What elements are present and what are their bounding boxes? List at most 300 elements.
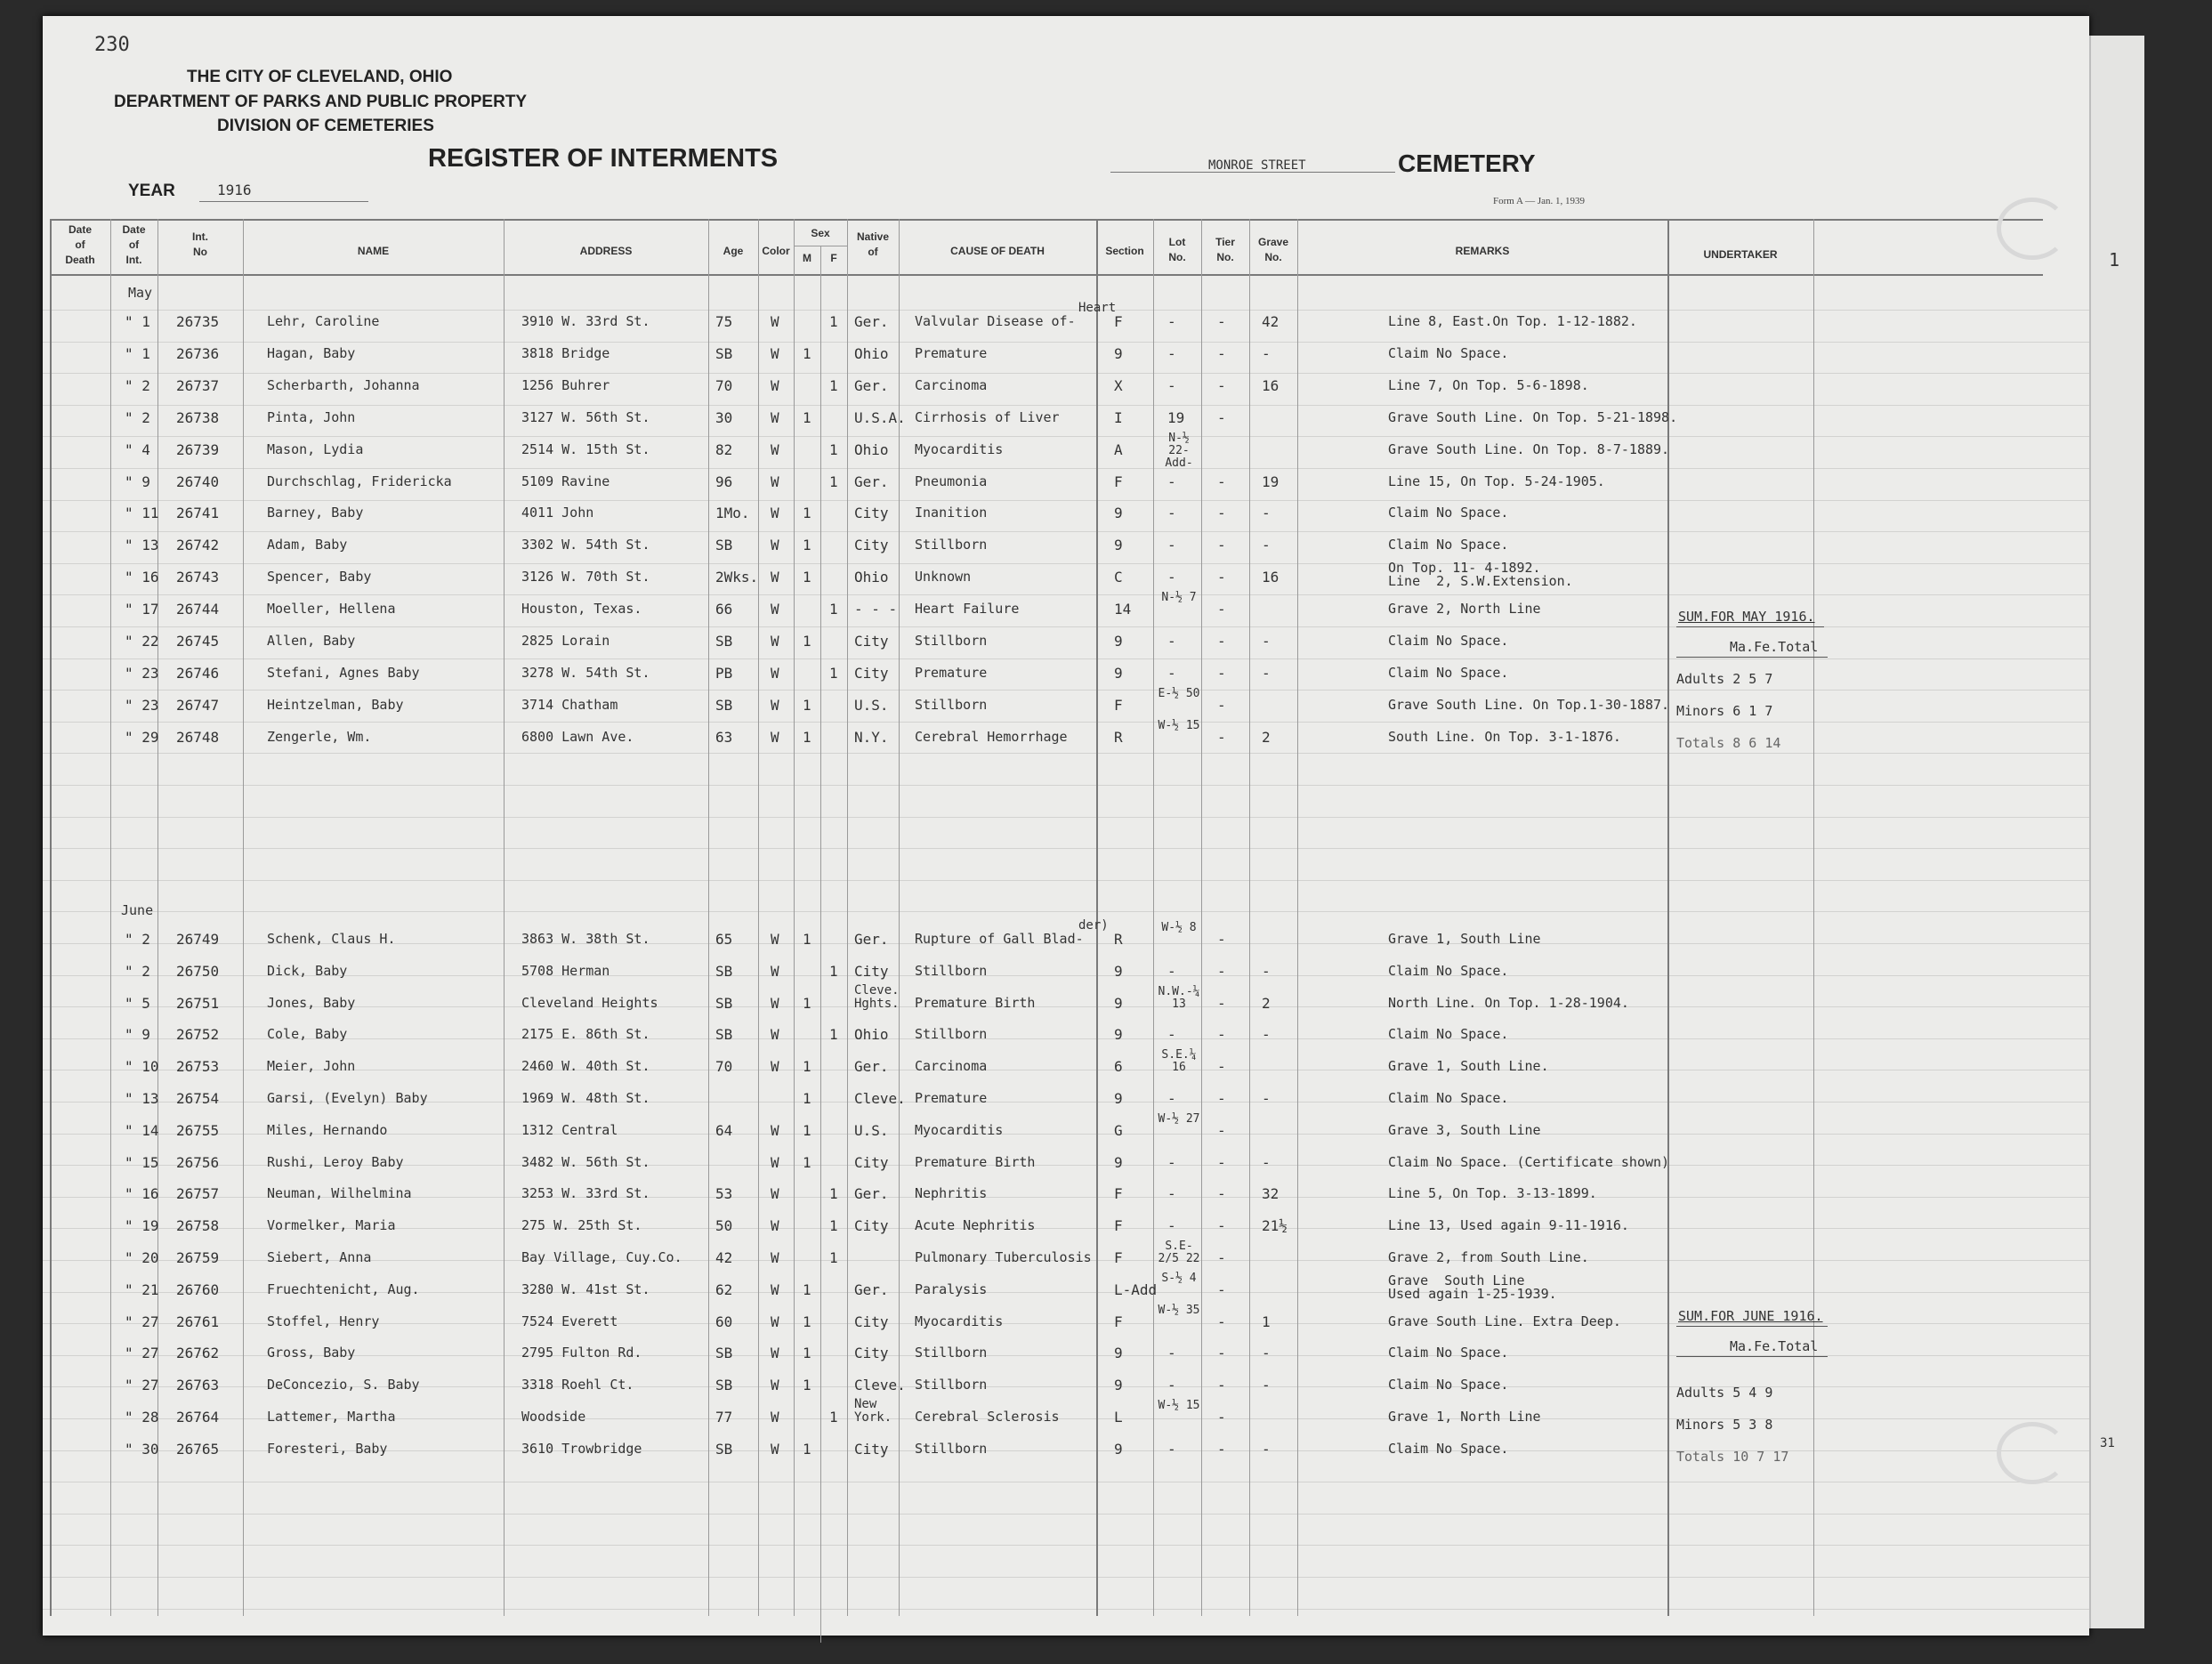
deceased-name: Barney, Baby <box>267 505 364 521</box>
age: 1Mo. <box>715 505 750 521</box>
lot-number: W-½ 35 <box>1158 1304 1200 1317</box>
cause-of-death: Myocarditis <box>915 441 1004 457</box>
deceased-name: Garsi, (Evelyn) Baby <box>267 1090 428 1106</box>
int-date: " 28 <box>125 1409 159 1426</box>
cemetery-label: CEMETERY <box>1398 149 1536 177</box>
color: W <box>771 537 779 553</box>
tier-number: - <box>1217 1217 1226 1234</box>
native-of: City <box>854 537 889 553</box>
ruled-line <box>43 880 2089 881</box>
age: 2Wks. <box>715 569 759 586</box>
sex-male: 1 <box>803 1058 811 1075</box>
int-number: 26751 <box>176 995 220 1012</box>
int-date: " 2 <box>125 377 150 394</box>
int-number: 26763 <box>176 1377 220 1393</box>
tier-number: - <box>1217 1441 1226 1458</box>
address: 3482 W. 56th St. <box>521 1154 650 1170</box>
int-number: 26739 <box>176 441 220 458</box>
address: 3318 Roehl Ct. <box>521 1377 634 1393</box>
tier-number: - <box>1217 633 1226 650</box>
grave-number: - <box>1262 1090 1271 1107</box>
cause-of-death: Pulmonary Tuberculosis <box>915 1249 1092 1265</box>
remarks: On Top. 11- 4-1892. Line 2, S.W.Extension. <box>1388 560 1573 589</box>
ruled-line <box>43 342 2089 343</box>
tier-number: - <box>1217 1026 1226 1043</box>
sex-male: 1 <box>803 1441 811 1458</box>
sex-male: 1 <box>803 1090 811 1107</box>
table-row <box>43 1185 2089 1208</box>
deceased-name: Pinta, John <box>267 409 356 425</box>
col-header-native-of: Native of <box>856 230 890 258</box>
section: 9 <box>1114 633 1123 650</box>
grave-number: 42 <box>1262 313 1280 330</box>
ruled-line <box>43 1609 2089 1610</box>
tier-number: - <box>1217 505 1226 521</box>
remarks: Grave 2, North Line <box>1388 601 1541 617</box>
sex-female: 1 <box>829 473 838 490</box>
summary-june-rule <box>1676 1356 1828 1357</box>
register-page <box>43 16 2089 1636</box>
table-top-border <box>50 219 2043 221</box>
address: Woodside <box>521 1409 586 1425</box>
age: 53 <box>715 1185 733 1202</box>
deceased-name: Stefani, Agnes Baby <box>267 665 420 681</box>
remarks: Claim No Space. <box>1388 1026 1509 1042</box>
remarks: Line 15, On Top. 5-24-1905. <box>1388 473 1605 489</box>
grave-number: 16 <box>1262 377 1280 394</box>
cause-of-death: Carcinoma <box>915 1058 988 1074</box>
summary-june-minors: Minors 5 3 8 <box>1676 1417 1773 1433</box>
form-note: Form A — Jan. 1, 1939 <box>1493 196 1585 206</box>
ruled-line <box>43 405 2089 406</box>
native-of: Ger. <box>854 377 889 394</box>
grave-number: - <box>1262 1345 1271 1361</box>
ruled-line <box>43 563 2089 564</box>
color: W <box>771 601 779 618</box>
city-heading: THE CITY OF CLEVELAND, OHIO <box>187 68 453 86</box>
table-row <box>43 918 2089 954</box>
deceased-name: Jones, Baby <box>267 995 356 1011</box>
sex-female: 1 <box>829 1409 838 1426</box>
grave-number: - <box>1262 665 1271 682</box>
ruled-line <box>43 1545 2089 1546</box>
int-date: " 30 <box>125 1441 159 1458</box>
color: W <box>771 1154 779 1171</box>
lot-number: - <box>1167 505 1176 521</box>
lot-number: W-½ 15 <box>1158 719 1200 732</box>
color: W <box>771 697 779 714</box>
tier-number: - <box>1217 1122 1226 1139</box>
deceased-name: Neuman, Wilhelmina <box>267 1185 412 1201</box>
tier-number: - <box>1217 345 1226 362</box>
int-date: " 27 <box>125 1313 159 1330</box>
int-number: 26761 <box>176 1313 220 1330</box>
ruled-line <box>43 594 2089 595</box>
int-date: " 5 <box>125 995 150 1012</box>
deceased-name: Hagan, Baby <box>267 345 356 361</box>
int-date: " 16 <box>125 569 159 586</box>
remarks: Claim No Space. (Certificate shown) <box>1388 1154 1670 1170</box>
sex-male: 1 <box>803 1345 811 1361</box>
grave-number: 1 <box>1262 1313 1271 1330</box>
native-of: Ohio <box>854 1026 889 1043</box>
int-number: 26755 <box>176 1122 220 1139</box>
summary-june-head: Ma.Fe.Total <box>1730 1338 1819 1354</box>
age: 62 <box>715 1281 733 1298</box>
address: 1969 W. 48th St. <box>521 1090 650 1106</box>
sex-male: 1 <box>803 1281 811 1298</box>
address: 3278 W. 54th St. <box>521 665 650 681</box>
remarks: Grave South Line. On Top.1-30-1887. <box>1388 697 1670 713</box>
deceased-name: Scherbarth, Johanna <box>267 377 420 393</box>
remarks: Claim No Space. <box>1388 1345 1509 1361</box>
sex-male: 1 <box>803 633 811 650</box>
margin-mark-top: 1 <box>2109 249 2120 271</box>
int-number: 26741 <box>176 505 220 521</box>
sex-female: 1 <box>829 665 838 682</box>
section: L-Add <box>1114 1281 1158 1298</box>
col-header-cause: CAUSE OF DEATH <box>950 245 1045 257</box>
ruled-line <box>43 911 2089 912</box>
lot-number: - <box>1167 569 1176 586</box>
cause-of-death: Stillborn <box>915 1345 988 1361</box>
native-of: Ger. <box>854 931 889 948</box>
section: F <box>1114 473 1123 490</box>
int-number: 26756 <box>176 1154 220 1171</box>
table-row <box>43 537 2089 560</box>
int-number: 26746 <box>176 665 220 682</box>
int-number: 26748 <box>176 729 220 746</box>
remarks: Claim No Space. <box>1388 537 1509 553</box>
section: 9 <box>1114 1377 1123 1393</box>
lot-number: - <box>1167 665 1176 682</box>
lot-number: - <box>1167 1026 1176 1043</box>
sex-female: 1 <box>829 601 838 618</box>
address: Cleveland Heights <box>521 995 658 1011</box>
native-of: City <box>854 1313 889 1330</box>
section: 6 <box>1114 1058 1123 1075</box>
section: 9 <box>1114 963 1123 980</box>
int-number: 26744 <box>176 601 220 618</box>
deceased-name: Dick, Baby <box>267 963 348 979</box>
native-of: City <box>854 665 889 682</box>
division-heading: DIVISION OF CEMETERIES <box>217 117 434 135</box>
deceased-name: Allen, Baby <box>267 633 356 649</box>
remarks: Grave South Line. On Top. 5-21-1898. <box>1388 409 1678 425</box>
ruled-line <box>43 310 2089 311</box>
native-of: City <box>854 1345 889 1361</box>
ruled-line <box>43 1514 2089 1515</box>
section: A <box>1114 441 1123 458</box>
deceased-name: Miles, Hernando <box>267 1122 388 1138</box>
age: SB <box>715 1345 733 1361</box>
color: W <box>771 1058 779 1075</box>
deceased-name: Adam, Baby <box>267 537 348 553</box>
tier-number: - <box>1217 409 1226 426</box>
address: 3280 W. 41st St. <box>521 1281 650 1297</box>
table-row <box>43 560 2089 592</box>
address: 2795 Fulton Rd. <box>521 1345 642 1361</box>
section: 9 <box>1114 665 1123 682</box>
address: 275 W. 25th St. <box>521 1217 642 1233</box>
address: 1256 Buhrer <box>521 377 610 393</box>
address: 1312 Central <box>521 1122 618 1138</box>
lot-number: - <box>1167 1217 1176 1234</box>
tier-number: - <box>1217 1058 1226 1075</box>
lot-number: - <box>1167 1345 1176 1361</box>
deceased-name: Durchschlag, Fridericka <box>267 473 452 489</box>
lot-number: N.W.-¼ 13 <box>1158 985 1200 1011</box>
native-of: U.S. <box>854 1122 889 1139</box>
table-row <box>43 1397 2089 1432</box>
remarks: Grave 3, South Line <box>1388 1122 1541 1138</box>
department-heading: DEPARTMENT OF PARKS AND PUBLIC PROPERTY <box>114 93 528 111</box>
tier-number: - <box>1217 1281 1226 1298</box>
int-date: " 11 <box>125 505 159 521</box>
native-of: City <box>854 1217 889 1234</box>
lot-number: - <box>1167 1441 1176 1458</box>
age: 60 <box>715 1313 733 1330</box>
col-header-undertaker: UNDERTAKER <box>1703 248 1778 261</box>
grave-number: - <box>1262 633 1271 650</box>
native-of: Ohio <box>854 569 889 586</box>
grave-number: 2 <box>1262 995 1271 1012</box>
binder-clip-top <box>1997 198 2068 260</box>
tier-number: - <box>1217 697 1226 714</box>
native-of: Cleve. Hghts. <box>854 983 900 1011</box>
age: SB <box>715 345 733 362</box>
section: 9 <box>1114 537 1123 553</box>
address: 3714 Chatham <box>521 697 618 713</box>
int-date: " 16 <box>125 1185 159 1202</box>
tier-number: - <box>1217 1345 1226 1361</box>
sex-female: 1 <box>829 1249 838 1266</box>
int-date: " 17 <box>125 601 159 618</box>
int-date: " 13 <box>125 537 159 553</box>
margin-mark-bottom: 31 <box>2100 1436 2115 1450</box>
address: 2825 Lorain <box>521 633 610 649</box>
lot-number: - <box>1167 1185 1176 1202</box>
color: W <box>771 1409 779 1426</box>
age: SB <box>715 537 733 553</box>
age: SB <box>715 697 733 714</box>
tier-number: - <box>1217 313 1226 330</box>
address: 3863 W. 38th St. <box>521 931 650 947</box>
sex-male: 1 <box>803 995 811 1012</box>
summary-may-adults: Adults 2 5 7 <box>1676 671 1773 687</box>
address: Houston, Texas. <box>521 601 642 617</box>
section: F <box>1114 1217 1123 1234</box>
tier-number: - <box>1217 729 1226 746</box>
lot-number: W-½ 15 <box>1158 1399 1200 1412</box>
deceased-name: Stoffel, Henry <box>267 1313 380 1329</box>
summary-may-minors: Minors 6 1 7 <box>1676 703 1773 719</box>
remarks: Line 7, On Top. 5-6-1898. <box>1388 377 1589 393</box>
section: G <box>1114 1122 1123 1139</box>
color: W <box>771 729 779 746</box>
section: F <box>1114 1313 1123 1330</box>
int-number: 26735 <box>176 313 220 330</box>
int-number: 26745 <box>176 633 220 650</box>
color: W <box>771 1026 779 1043</box>
sex-female: 1 <box>829 1217 838 1234</box>
grave-number: - <box>1262 345 1271 362</box>
remarks: Grave 1, South Line <box>1388 931 1541 947</box>
ruled-line <box>43 690 2089 691</box>
address: 5708 Herman <box>521 963 610 979</box>
table-row <box>43 1377 2089 1400</box>
sex-male: 1 <box>803 505 811 521</box>
cause-continuation: Heart <box>1078 301 1117 315</box>
section: 9 <box>1114 1441 1123 1458</box>
deceased-name: Meier, John <box>267 1058 356 1074</box>
ruled-line <box>43 658 2089 659</box>
lot-number: - <box>1167 377 1176 394</box>
summary-may-totals: Totals 8 6 14 <box>1676 735 1781 751</box>
native-of: New York. <box>854 1397 892 1425</box>
int-number: 26742 <box>176 537 220 553</box>
table-row <box>43 1026 2089 1049</box>
native-of: City <box>854 1441 889 1458</box>
int-date: " 1 <box>125 345 150 362</box>
sex-male: 1 <box>803 1154 811 1171</box>
age: 77 <box>715 1409 733 1426</box>
col-header-color: Color <box>762 245 790 257</box>
ruled-line <box>43 817 2089 818</box>
tier-number: - <box>1217 1154 1226 1171</box>
summary-may-rule <box>1676 626 1824 627</box>
section: R <box>1114 729 1123 746</box>
int-date: " 23 <box>125 697 159 714</box>
col-header-grave: Grave No. <box>1257 236 1289 263</box>
cause-of-death: Premature Birth <box>915 1154 1036 1170</box>
grave-number: - <box>1262 537 1271 553</box>
section: F <box>1114 313 1123 330</box>
ruled-line <box>43 436 2089 437</box>
sex-male: 1 <box>803 569 811 586</box>
lot-number: S-½ 4 <box>1161 1272 1197 1285</box>
grave-number: - <box>1262 1441 1271 1458</box>
section: 9 <box>1114 995 1123 1012</box>
next-page-edge <box>2089 36 2144 1628</box>
table-row <box>43 345 2089 368</box>
cause-of-death: Myocarditis <box>915 1122 1004 1138</box>
sex-female: 1 <box>829 1185 838 1202</box>
lot-number: 19 <box>1167 409 1185 426</box>
table-row <box>43 719 2089 752</box>
address: 7524 Everett <box>521 1313 618 1329</box>
remarks: Grave 2, from South Line. <box>1388 1249 1589 1265</box>
summary-june-adults: Adults 5 4 9 <box>1676 1385 1773 1401</box>
year-label: YEAR <box>128 182 175 200</box>
color: W <box>771 409 779 426</box>
color: W <box>771 345 779 362</box>
deceased-name: Fruechtenicht, Aug. <box>267 1281 420 1297</box>
deceased-name: Mason, Lydia <box>267 441 364 457</box>
deceased-name: Lattemer, Martha <box>267 1409 396 1425</box>
int-date: " 13 <box>125 1090 159 1107</box>
int-date: " 29 <box>125 729 159 746</box>
int-date: " 2 <box>125 963 150 980</box>
address: 5109 Ravine <box>521 473 610 489</box>
remarks: Grave South Line. On Top. 8-7-1889. <box>1388 441 1670 457</box>
cause-of-death: Nephritis <box>915 1185 988 1201</box>
cause-of-death: Inanition <box>915 505 988 521</box>
sex-male: 1 <box>803 1377 811 1393</box>
summary-june-rule <box>1676 1326 1828 1327</box>
color: W <box>771 1249 779 1266</box>
summary-june-title: SUM.FOR JUNE 1916. <box>1678 1308 1823 1324</box>
sex-female: 1 <box>829 313 838 330</box>
cause-of-death: Unknown <box>915 569 972 585</box>
col-header-sex: Sex <box>811 227 830 239</box>
deceased-name: Lehr, Caroline <box>267 313 380 329</box>
age: 63 <box>715 729 733 746</box>
int-date: " 22 <box>125 633 159 650</box>
grave-number: - <box>1262 505 1271 521</box>
native-of: Ohio <box>854 345 889 362</box>
cause-of-death: Stillborn <box>915 1441 988 1457</box>
section: F <box>1114 1249 1123 1266</box>
remarks: Claim No Space. <box>1388 345 1509 361</box>
int-number: 26740 <box>176 473 220 490</box>
address: 4011 John <box>521 505 594 521</box>
sex-female: 1 <box>829 441 838 458</box>
int-date: " 15 <box>125 1154 159 1171</box>
age: 82 <box>715 441 733 458</box>
remarks: North Line. On Top. 1-28-1904. <box>1388 995 1629 1011</box>
color: W <box>771 441 779 458</box>
lot-number: - <box>1167 537 1176 553</box>
native-of: Ohio <box>854 441 889 458</box>
age: 64 <box>715 1122 733 1139</box>
int-number: 26736 <box>176 345 220 362</box>
section: 9 <box>1114 505 1123 521</box>
remarks: Claim No Space. <box>1388 1090 1509 1106</box>
age: SB <box>715 1377 733 1393</box>
age: 70 <box>715 1058 733 1075</box>
remarks: Line 8, East.On Top. 1-12-1882. <box>1388 313 1637 329</box>
color: W <box>771 473 779 490</box>
deceased-name: Spencer, Baby <box>267 569 372 585</box>
int-date: " 1 <box>125 313 150 330</box>
native-of: Cleve. <box>854 1377 906 1393</box>
cause-continuation: der) <box>1078 918 1109 933</box>
remarks: Claim No Space. <box>1388 1441 1509 1457</box>
native-of: City <box>854 633 889 650</box>
tier-number: - <box>1217 569 1226 586</box>
lot-number: E-½ 50 <box>1158 687 1200 700</box>
age: SB <box>715 963 733 980</box>
cause-of-death: Heart Failure <box>915 601 1020 617</box>
native-of: - - - <box>854 601 898 618</box>
int-number: 26743 <box>176 569 220 586</box>
cause-of-death: Stillborn <box>915 633 988 649</box>
table-row <box>43 1112 2089 1145</box>
int-number: 26752 <box>176 1026 220 1043</box>
section: 9 <box>1114 1154 1123 1171</box>
remarks: Grave South Line. Extra Deep. <box>1388 1313 1621 1329</box>
sex-female: 1 <box>829 1026 838 1043</box>
col-header-date-of-death: Date of Death <box>65 223 95 266</box>
lot-number: N-½ 22-Add- <box>1165 432 1193 470</box>
cause-of-death: Cerebral Sclerosis <box>915 1409 1060 1425</box>
remarks: South Line. On Top. 3-1-1876. <box>1388 729 1621 745</box>
int-number: 26750 <box>176 963 220 980</box>
age: 75 <box>715 313 733 330</box>
year-underline <box>199 201 368 202</box>
color: W <box>771 569 779 586</box>
